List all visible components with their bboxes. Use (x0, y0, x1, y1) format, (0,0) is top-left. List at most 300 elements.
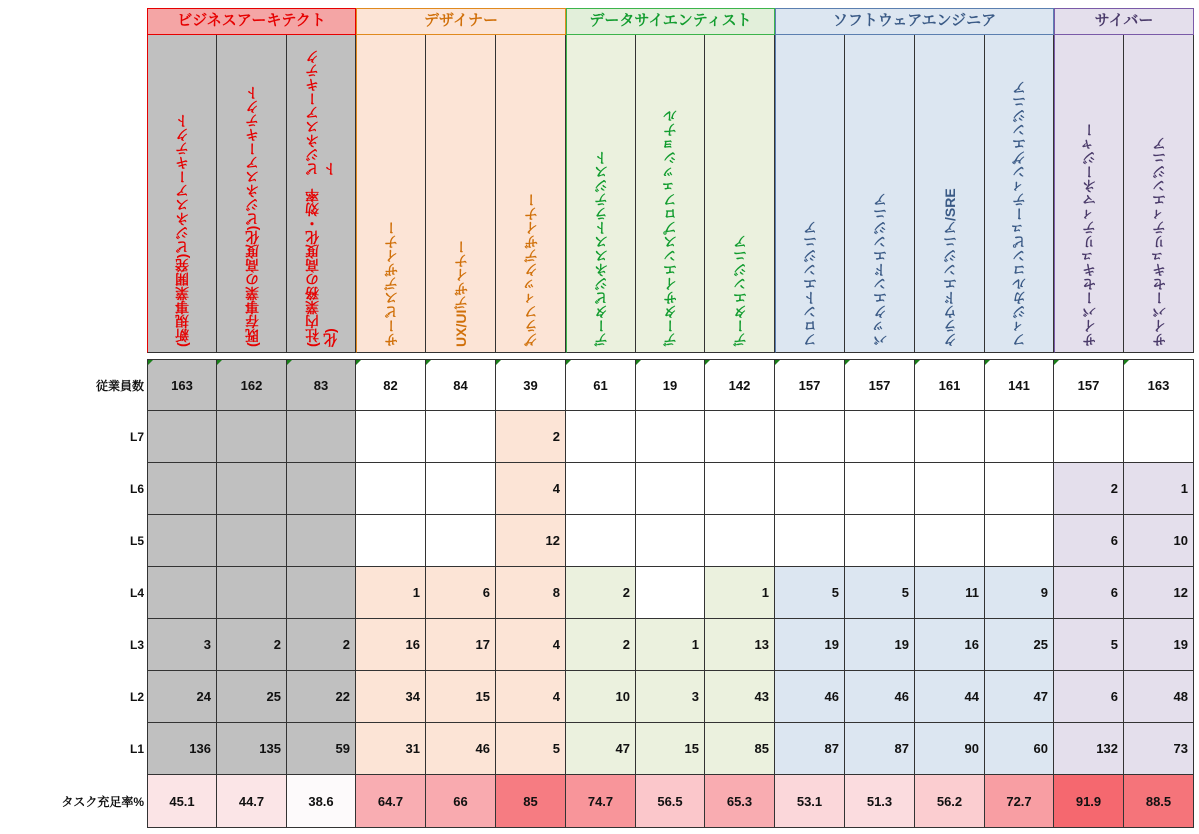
cell-value: 15 (684, 741, 699, 756)
cell-value: 3 (691, 689, 699, 704)
cell-value: 85 (754, 741, 769, 756)
column-header (566, 35, 636, 353)
level-cell (217, 567, 287, 619)
column-header-wrap (148, 41, 216, 347)
cell-value: 2 (273, 637, 281, 652)
level-cell (1054, 567, 1124, 619)
level-cell (147, 723, 217, 775)
cell-value: 1 (412, 585, 420, 600)
comment-marker (496, 360, 501, 365)
column-header (287, 35, 356, 353)
level-cell (566, 411, 636, 463)
column-header-wrap (705, 41, 774, 347)
role-name: ビジネスアーキテクト (243, 85, 260, 226)
cell-value: 157 (798, 377, 821, 393)
cell-value: 44.7 (238, 793, 265, 809)
task-rate-cell (496, 775, 566, 828)
cell-value: 132 (1096, 741, 1118, 756)
cell-value: 19 (894, 637, 909, 652)
level-cell (845, 671, 915, 723)
headcount-cell (356, 359, 426, 411)
cell-value: 2 (622, 585, 630, 600)
task-rate-cell (1124, 775, 1194, 828)
role-name: ビジネスアーキテクト (304, 50, 338, 176)
column-header-label (382, 41, 400, 347)
column-header (496, 35, 566, 353)
level-cell (426, 671, 496, 723)
level-cell (985, 619, 1054, 671)
level-cell (705, 619, 775, 671)
headcount-cell (1124, 359, 1194, 411)
cell-value: 56.2 (936, 793, 963, 809)
cell-value: 82 (383, 377, 398, 393)
level-cell (217, 463, 287, 515)
level-cell (566, 515, 636, 567)
column-header-wrap (776, 41, 844, 347)
level-cell (1124, 619, 1194, 671)
cell-value: 6 (1110, 585, 1118, 600)
level-cell (356, 411, 426, 463)
level-cell (705, 671, 775, 723)
role-name: UX/UIデザイナー (452, 239, 469, 347)
cell-value: 12 (1173, 585, 1188, 600)
level-cell (636, 463, 705, 515)
row-label: L4 (129, 586, 144, 600)
column-header-label (731, 41, 749, 347)
level-cell (705, 723, 775, 775)
cell-value: 6 (1110, 533, 1118, 548)
comment-marker (985, 360, 990, 365)
level-cell (636, 619, 705, 671)
headcount-cell (566, 359, 636, 411)
level-cell (356, 515, 426, 567)
level-cell (1054, 671, 1124, 723)
headcount-cell (705, 359, 775, 411)
cell-value: 13 (754, 637, 769, 652)
task-rate-cell (217, 775, 287, 828)
cell-value: 4 (552, 481, 560, 496)
role-name: フロントエンジニア (802, 221, 818, 347)
cell-value: 4 (552, 689, 560, 704)
level-cell (426, 411, 496, 463)
cell-value: 2 (1110, 481, 1118, 496)
level-cell (496, 411, 566, 463)
role-name: サイバーセキュリティエンジニア (1150, 137, 1167, 347)
comment-marker (705, 360, 710, 365)
cell-value: 11 (965, 585, 979, 600)
level-cell (147, 515, 217, 567)
level-cell (775, 619, 845, 671)
headcount-cell (287, 359, 356, 411)
level-cell (426, 515, 496, 567)
cell-value: 142 (728, 377, 751, 393)
level-cell (985, 515, 1054, 567)
cell-value: 163 (1147, 377, 1170, 393)
cell-value: 16 (405, 637, 420, 652)
cell-value: 1 (691, 637, 699, 652)
headcount-cell (636, 359, 705, 411)
role-name: サイバーセキュリティマネージャー (1081, 123, 1097, 347)
level-cell (985, 411, 1054, 463)
level-cell (287, 619, 356, 671)
level-cell (287, 515, 356, 567)
cell-value: 90 (964, 741, 979, 756)
level-cell (147, 411, 217, 463)
cell-value: 84 (453, 377, 468, 393)
role-detail: (社内業務の高度化・効率化) (304, 188, 338, 347)
level-cell (566, 619, 636, 671)
level-cell (1054, 411, 1124, 463)
role-name: サービスデザイナー (383, 221, 399, 347)
column-header-wrap (1055, 41, 1123, 347)
role-name: ビジネスアーキテクト (174, 113, 190, 254)
cell-value: 19 (662, 377, 678, 393)
level-cell (915, 671, 985, 723)
column-header-wrap (845, 41, 914, 347)
column-header (915, 35, 985, 353)
headcount-cell (775, 359, 845, 411)
task-rate-cell (566, 775, 636, 828)
level-cell (1124, 463, 1194, 515)
cell-value: 83 (313, 377, 329, 393)
cell-value: 25 (1033, 637, 1048, 652)
comment-marker (148, 360, 153, 365)
comment-marker (915, 360, 920, 365)
level-cell (915, 463, 985, 515)
level-cell (147, 671, 217, 723)
cell-value: 72.7 (1006, 793, 1032, 809)
cell-value: 87 (894, 741, 909, 756)
row-label: タスク充足率% (61, 795, 144, 809)
level-cell (147, 619, 217, 671)
cell-value: 45.1 (169, 793, 195, 809)
level-cell (217, 411, 287, 463)
column-header (217, 35, 287, 353)
comment-marker (287, 360, 292, 365)
level-cell (496, 515, 566, 567)
group-header: ビジネスアーキテクト (147, 8, 356, 35)
level-cell (496, 567, 566, 619)
task-rate-cell (426, 775, 496, 828)
level-cell (775, 463, 845, 515)
cell-value: 157 (1077, 377, 1100, 393)
cell-value: 19 (824, 637, 839, 652)
task-rate-cell (356, 775, 426, 828)
cell-value: 56.5 (657, 793, 683, 809)
cell-value: 12 (545, 533, 560, 548)
level-cell (705, 515, 775, 567)
task-rate-cell (287, 775, 356, 828)
cell-value: 2 (552, 429, 560, 444)
comment-marker (426, 360, 431, 365)
task-rate-cell (845, 775, 915, 828)
column-header-label (173, 41, 191, 347)
comment-marker (1124, 360, 1129, 365)
column-header-wrap (1124, 41, 1193, 347)
level-cell (356, 463, 426, 515)
cell-value: 73 (1173, 741, 1188, 756)
cell-value: 22 (335, 689, 350, 704)
column-header (426, 35, 496, 353)
task-rate-cell (775, 775, 845, 828)
level-cell (426, 619, 496, 671)
column-header (705, 35, 775, 353)
level-cell (985, 723, 1054, 775)
cell-value: 161 (938, 377, 961, 393)
level-cell (566, 723, 636, 775)
cell-value: 4 (552, 637, 560, 652)
level-cell (705, 567, 775, 619)
cell-value: 87 (824, 741, 839, 756)
comment-marker (566, 360, 571, 365)
cell-value: 1 (1180, 481, 1188, 496)
cell-value: 5 (1110, 637, 1118, 652)
row-label: L3 (129, 638, 144, 652)
cell-value: 39 (523, 377, 538, 393)
level-cell (775, 723, 845, 775)
task-rate-cell (915, 775, 985, 828)
headcount-cell (845, 359, 915, 411)
headcount-cell (985, 359, 1054, 411)
cell-value: 17 (475, 637, 490, 652)
cell-value: 74.7 (587, 793, 614, 809)
cell-value: 162 (240, 377, 263, 393)
level-cell (217, 671, 287, 723)
column-header-label (1080, 41, 1098, 347)
column-header-label (522, 41, 540, 347)
level-cell (147, 567, 217, 619)
cell-value: 5 (901, 585, 909, 600)
level-cell (775, 411, 845, 463)
role-name: バックエンドエンジニア (871, 193, 888, 347)
cell-value: 8 (552, 585, 560, 600)
cell-value: 60 (1033, 741, 1048, 756)
group-header: ソフトウェアエンジニア (775, 8, 1054, 35)
row-label: L6 (129, 482, 144, 496)
column-header (845, 35, 915, 353)
level-cell (217, 515, 287, 567)
row-label: L5 (129, 534, 144, 548)
group-header: デザイナー (356, 8, 566, 35)
cell-value: 157 (868, 377, 891, 393)
level-cell (915, 411, 985, 463)
level-cell (1054, 723, 1124, 775)
level-cell (845, 567, 915, 619)
level-cell (636, 671, 705, 723)
level-cell (1124, 411, 1194, 463)
level-cell (496, 723, 566, 775)
column-header (985, 35, 1054, 353)
level-cell (845, 515, 915, 567)
column-header-wrap (426, 41, 495, 347)
level-cell (845, 463, 915, 515)
cell-value: 3 (203, 637, 211, 652)
level-cell (217, 723, 287, 775)
group-header: データサイエンティスト (566, 8, 775, 35)
level-cell (1124, 515, 1194, 567)
headcount-cell (1054, 359, 1124, 411)
cell-value: 9 (1040, 585, 1048, 600)
cell-value: 6 (482, 585, 490, 600)
level-cell (915, 515, 985, 567)
cell-value: 46 (475, 741, 490, 756)
level-cell (356, 567, 426, 619)
comment-marker (775, 360, 780, 365)
column-header-label (452, 41, 470, 347)
column-header-wrap (985, 41, 1053, 347)
cell-value: 46 (894, 689, 909, 704)
level-cell (705, 463, 775, 515)
level-cell (1054, 463, 1124, 515)
level-cell (985, 671, 1054, 723)
cell-value: 47 (1033, 689, 1048, 704)
column-header (1124, 35, 1194, 353)
column-header-label (941, 41, 959, 347)
cell-value: 10 (1173, 533, 1188, 548)
level-cell (217, 619, 287, 671)
comment-marker (845, 360, 850, 365)
cell-value: 38.6 (308, 793, 334, 809)
cell-value: 34 (405, 689, 420, 704)
column-header-label (1010, 41, 1028, 347)
level-cell (705, 411, 775, 463)
level-cell (566, 463, 636, 515)
level-cell (496, 619, 566, 671)
cell-value: 31 (405, 741, 420, 756)
headcount-cell (426, 359, 496, 411)
cell-value: 44 (964, 689, 979, 704)
cell-value: 19 (1173, 637, 1188, 652)
cell-value: 141 (1008, 377, 1030, 393)
level-cell (1124, 567, 1194, 619)
cell-value: 5 (831, 585, 839, 600)
column-header (1054, 35, 1124, 353)
level-cell (775, 567, 845, 619)
cell-value: 88.5 (1145, 793, 1172, 809)
level-cell (985, 567, 1054, 619)
group-header: サイバー (1054, 8, 1194, 35)
task-rate-cell (147, 775, 217, 828)
level-cell (566, 671, 636, 723)
cell-value: 6 (1110, 689, 1118, 704)
column-header (636, 35, 705, 353)
headcount-cell (915, 359, 985, 411)
level-cell (845, 619, 915, 671)
comment-marker (1054, 360, 1059, 365)
level-cell (356, 723, 426, 775)
column-header-label (871, 41, 889, 347)
cell-value: 43 (754, 689, 769, 704)
cell-value: 16 (964, 637, 979, 652)
row-label: L7 (129, 430, 144, 444)
level-cell (775, 515, 845, 567)
cell-value: 47 (615, 741, 630, 756)
level-cell (287, 463, 356, 515)
column-header (356, 35, 426, 353)
level-cell (287, 723, 356, 775)
headcount-cell (217, 359, 287, 411)
level-cell (287, 671, 356, 723)
column-header-label (661, 41, 679, 347)
column-header-wrap (567, 41, 635, 347)
level-cell (356, 671, 426, 723)
task-rate-cell (985, 775, 1054, 828)
level-cell (287, 411, 356, 463)
column-header (775, 35, 845, 353)
comment-marker (636, 360, 641, 365)
role-name: データビジネスストラテジスト (593, 151, 609, 347)
column-header-wrap (287, 41, 355, 347)
level-cell (566, 567, 636, 619)
role-name: フィジカルコンピューティングエンジニア (1011, 81, 1027, 347)
task-rate-cell (705, 775, 775, 828)
level-cell (1124, 723, 1194, 775)
role-name: データサイエンスプロフェッショナル (662, 109, 678, 347)
comment-marker (356, 360, 361, 365)
cell-value: 2 (622, 637, 630, 652)
cell-value: 48 (1173, 689, 1188, 704)
level-cell (426, 723, 496, 775)
column-header-wrap (915, 41, 984, 347)
cell-value: 46 (824, 689, 839, 704)
level-cell (287, 567, 356, 619)
cell-value: 91.9 (1075, 793, 1102, 809)
level-cell (1124, 671, 1194, 723)
row-label: L2 (129, 690, 144, 704)
column-header-wrap (217, 41, 286, 347)
cell-value: 1 (761, 585, 769, 600)
column-header-wrap (496, 41, 565, 347)
cell-value: 65.3 (726, 793, 753, 809)
role-name: グラフィックデザイナー (522, 193, 539, 347)
headcount-cell (496, 359, 566, 411)
level-cell (1054, 619, 1124, 671)
cell-value: 163 (171, 377, 193, 393)
cell-value: 5 (552, 741, 560, 756)
level-cell (426, 463, 496, 515)
cell-value: 53.1 (796, 793, 823, 809)
level-cell (636, 515, 705, 567)
column-header-label (243, 41, 261, 347)
role-detail: (新規事業開発) (174, 253, 190, 347)
column-header-label (592, 41, 610, 347)
role-name: データエンジニア (731, 235, 748, 347)
level-cell (636, 567, 705, 619)
cell-value: 2 (342, 637, 350, 652)
task-rate-cell (636, 775, 705, 828)
row-label: 従業員数 (95, 378, 144, 393)
level-cell (496, 671, 566, 723)
level-cell (985, 463, 1054, 515)
cell-value: 51.3 (866, 793, 893, 809)
role-detail: (既存事業の高度化) (243, 225, 260, 347)
cell-value: 59 (335, 741, 350, 756)
column-header-wrap (636, 41, 704, 347)
cell-value: 24 (196, 689, 211, 704)
cell-value: 135 (259, 741, 281, 756)
level-cell (426, 567, 496, 619)
level-cell (915, 723, 985, 775)
level-cell (915, 567, 985, 619)
level-cell (845, 723, 915, 775)
comment-marker (217, 360, 222, 365)
level-cell (915, 619, 985, 671)
level-cell (845, 411, 915, 463)
level-cell (496, 463, 566, 515)
column-header-label (303, 41, 339, 347)
level-cell (775, 671, 845, 723)
cell-value: 85 (523, 793, 538, 809)
